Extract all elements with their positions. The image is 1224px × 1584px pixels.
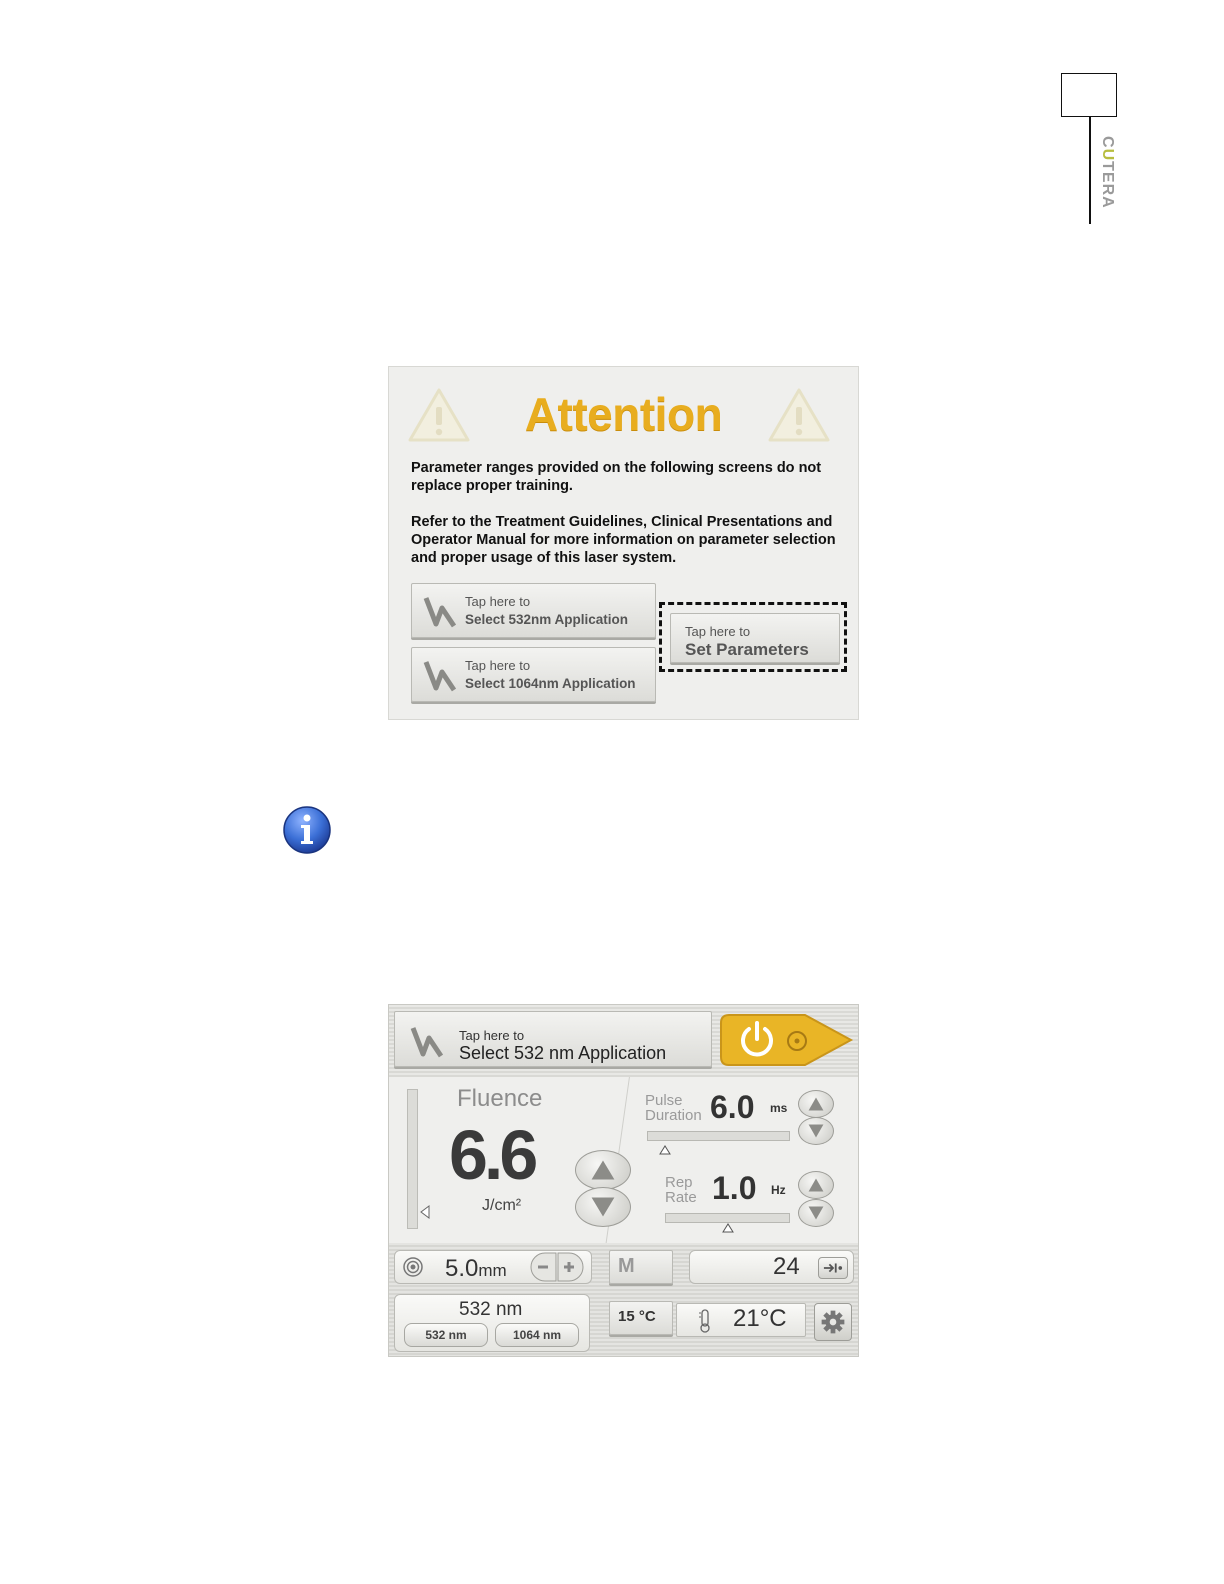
select-1064nm-button[interactable] bbox=[411, 647, 656, 702]
attention-title: Attention bbox=[524, 388, 723, 440]
power-button[interactable] bbox=[719, 1011, 855, 1069]
spot-size-value bbox=[445, 1255, 507, 1283]
button-label: Select 1064nm Application bbox=[465, 676, 636, 691]
spot-size-decrease-button[interactable] bbox=[529, 1251, 557, 1283]
counter-reset-button[interactable] bbox=[818, 1257, 848, 1279]
temperature-value: 21°C bbox=[733, 1305, 787, 1332]
select-532nm-button[interactable] bbox=[411, 583, 656, 638]
rep-rate-slider[interactable] bbox=[665, 1213, 790, 1223]
rep-rate-up-button[interactable] bbox=[798, 1171, 834, 1199]
page-tab-box bbox=[1061, 73, 1117, 117]
button-label: Select 532 nm Application bbox=[459, 1043, 667, 1063]
rep-rate-label bbox=[665, 1175, 697, 1205]
attention-paragraph-1: Parameter ranges provided on the following screens do not replace proper training. bbox=[411, 460, 822, 494]
label-line: Pulse bbox=[645, 1092, 683, 1109]
thermometer-icon bbox=[697, 1308, 713, 1334]
parameter-screen bbox=[388, 1004, 859, 1357]
rep-rate-down-button[interactable] bbox=[798, 1199, 834, 1227]
arrow-down-icon bbox=[799, 1200, 833, 1226]
button-label: Select 532nm Application bbox=[465, 612, 629, 627]
spot-size-increase-button[interactable] bbox=[557, 1251, 585, 1283]
pulse-counter-value: 24 bbox=[773, 1253, 800, 1280]
button-caption: Tap here to bbox=[465, 594, 531, 609]
label-line: Duration bbox=[645, 1107, 702, 1124]
attention-paragraph-2: Refer to the Treatment Guidelines, Clinical Presentations and Operator Manual for more information on parameter selection and proper usage of this laser system. bbox=[411, 514, 836, 566]
rep-rate-value: 1.0 bbox=[712, 1170, 757, 1206]
brand-letter-c: C bbox=[1099, 136, 1116, 149]
warning-icon bbox=[767, 387, 831, 443]
wavelength-532-button[interactable]: 532 nm bbox=[404, 1323, 488, 1347]
arrow-up-icon bbox=[576, 1151, 630, 1189]
arrow-up-icon bbox=[799, 1172, 833, 1198]
info-icon bbox=[282, 805, 332, 855]
set-parameters-button[interactable] bbox=[670, 613, 840, 663]
wavelength-1064-button[interactable]: 1064 nm bbox=[495, 1323, 579, 1347]
fluence-level-bar bbox=[407, 1089, 418, 1229]
brand-logo bbox=[1098, 136, 1116, 209]
button-caption: Tap here to bbox=[459, 1028, 525, 1043]
attention-screen bbox=[388, 366, 859, 720]
brand-letter-u: U bbox=[1099, 148, 1116, 162]
laser-icon bbox=[409, 1024, 445, 1060]
brand-letters-rest: TERA bbox=[1099, 161, 1116, 209]
slider-thumb-icon[interactable] bbox=[722, 1223, 734, 1233]
arrow-down-icon bbox=[799, 1118, 833, 1144]
fluence-label: Fluence bbox=[457, 1085, 543, 1112]
spot-size-icon bbox=[403, 1257, 423, 1277]
fluence-value: 6.6 bbox=[449, 1116, 535, 1194]
pulse-duration-up-button[interactable] bbox=[798, 1090, 834, 1118]
label-line: Rep bbox=[665, 1174, 693, 1191]
fluence-up-button[interactable] bbox=[575, 1150, 631, 1190]
mode-button[interactable] bbox=[609, 1250, 673, 1284]
rep-rate-unit: Hz bbox=[771, 1183, 786, 1197]
cooling-setpoint-button[interactable] bbox=[609, 1301, 673, 1335]
pulse-duration-down-button[interactable] bbox=[798, 1117, 834, 1145]
gear-icon bbox=[815, 1304, 851, 1340]
slider-thumb-icon[interactable] bbox=[659, 1145, 671, 1155]
page-tab-line bbox=[1089, 117, 1091, 224]
cooling-setpoint-value: 15 °C bbox=[618, 1308, 656, 1325]
laser-icon bbox=[422, 594, 458, 630]
mode-label: M bbox=[618, 1255, 635, 1277]
pulse-duration-unit: ms bbox=[770, 1101, 788, 1115]
label-line: Rate bbox=[665, 1189, 697, 1206]
button-label: Set Parameters bbox=[685, 640, 809, 659]
select-application-button[interactable] bbox=[394, 1011, 712, 1067]
pulse-duration-label bbox=[645, 1093, 702, 1123]
fluence-down-button[interactable] bbox=[575, 1187, 631, 1227]
spot-size-unit: mm bbox=[478, 1261, 507, 1280]
fluence-unit: J/cm² bbox=[482, 1197, 522, 1214]
button-caption: Tap here to bbox=[685, 624, 751, 639]
arrow-down-icon bbox=[576, 1188, 630, 1226]
laser-icon bbox=[422, 658, 458, 694]
fluence-indicator-icon bbox=[419, 1205, 431, 1219]
settings-button[interactable] bbox=[814, 1303, 852, 1341]
spot-size-number: 5.0 bbox=[445, 1255, 479, 1282]
button-caption: Tap here to bbox=[465, 658, 531, 673]
pulse-duration-value: 6.0 bbox=[710, 1089, 755, 1125]
reset-arrow-icon bbox=[819, 1258, 847, 1278]
wavelength-current: 532 nm bbox=[459, 1299, 523, 1320]
arrow-up-icon bbox=[799, 1091, 833, 1117]
pulse-duration-slider[interactable] bbox=[647, 1131, 790, 1141]
